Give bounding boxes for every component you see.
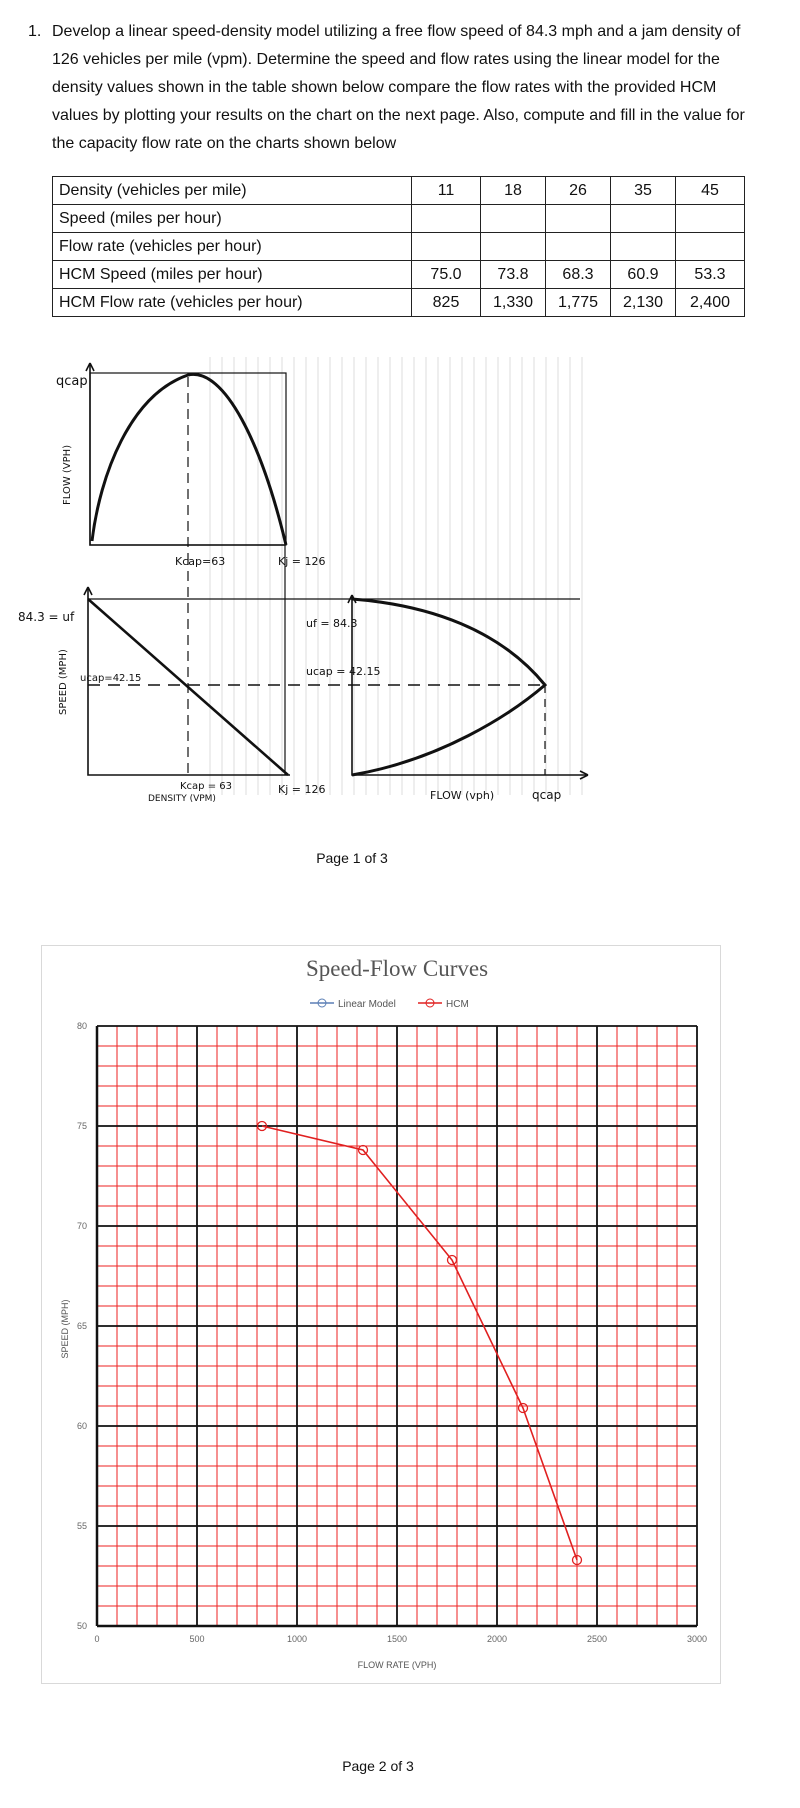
traffic-flow-sketch — [0, 355, 600, 815]
table-cell — [412, 205, 481, 233]
speed-axis-label: SPEED (MPH) — [58, 649, 69, 715]
qcap-top-label: qcap — [56, 374, 88, 389]
x-tick-label: 2000 — [486, 1634, 508, 1644]
y-tick-label: 75 — [76, 1121, 87, 1131]
legend-label: HCM — [446, 999, 469, 1010]
table-cell — [611, 233, 676, 261]
x-axis-title: FLOW RATE (VPH) — [357, 1660, 437, 1670]
kj-bottom-label: Kj = 126 — [278, 783, 326, 796]
speed-flow-chart-svg — [42, 946, 720, 1683]
y-tick-label: 55 — [76, 1521, 87, 1531]
kcap-bottom-label: Kcap = 63 — [180, 781, 232, 792]
x-tick-label: 0 — [94, 1634, 100, 1644]
y-tick-label: 50 — [76, 1621, 87, 1631]
table-row — [53, 177, 745, 205]
y-tick-label: 80 — [76, 1021, 87, 1031]
table-cell: 1,330 — [481, 289, 546, 317]
data-table — [52, 176, 745, 317]
uf-left-label: 84.3 = uf — [18, 610, 75, 624]
sketch-grid — [210, 357, 582, 795]
table-cell: 11 — [412, 177, 481, 205]
x-tick-label: 2500 — [586, 1634, 608, 1644]
x-tick-label: 1500 — [386, 1634, 408, 1644]
speed-flow-chart — [41, 945, 721, 1684]
table-cell: 60.9 — [611, 261, 676, 289]
kcap-top-label: Kcap=63 — [175, 555, 226, 568]
y-tick-label: 70 — [76, 1221, 87, 1231]
table-cell — [412, 233, 481, 261]
table-row — [53, 205, 745, 233]
table-cell: 75.0 — [412, 261, 481, 289]
table-cell: 26 — [546, 177, 611, 205]
table-cell: 35 — [611, 177, 676, 205]
legend-label: Linear Model — [338, 999, 396, 1010]
row-label: Flow rate (vehicles per hour) — [53, 233, 412, 261]
table-cell — [676, 205, 745, 233]
ucap-left-label: ucap=42.15 — [80, 673, 142, 684]
table-row — [53, 261, 745, 289]
flow-density-curve — [92, 374, 286, 545]
series-line-hcm — [262, 1126, 577, 1560]
table-cell: 18 — [481, 177, 546, 205]
problem-text: Develop a linear speed-density model utilizing a free flow speed of 84.3 mph and a jam density of 126 vehicles per mile (vpm). Determine the speed and flow rates using the linear model for the density values shown in the table shown below compare the flow rates with the provided HCM values by plotting your results on the chart on the next page. Also, compute and fill in the value for the capacity flow rate on the charts shown below — [52, 23, 745, 152]
y-tick-label: 60 — [76, 1421, 87, 1431]
flow-axis-bottom-label: FLOW (vph) — [430, 789, 495, 802]
table-cell: 2,130 — [611, 289, 676, 317]
table-cell — [546, 233, 611, 261]
row-label: Density (vehicles per mile) — [53, 177, 412, 205]
flow-axis-label: FLOW (VPH) — [62, 444, 73, 505]
page-number-2: Page 2 of 3 — [342, 1758, 414, 1774]
table-cell: 825 — [412, 289, 481, 317]
table-row — [53, 233, 745, 261]
y-axis-title: SPEED (MPH) — [60, 1299, 70, 1359]
problem-statement — [28, 18, 748, 158]
flow-density-axes — [90, 363, 285, 545]
table-cell — [676, 233, 745, 261]
table-cell — [611, 205, 676, 233]
page-number-1: Page 1 of 3 — [316, 850, 388, 866]
uf-right-label: uf = 84.3 — [306, 617, 358, 630]
table-cell — [546, 205, 611, 233]
table-cell: 2,400 — [676, 289, 745, 317]
speed-flow-curve — [352, 599, 545, 775]
chart-title: Speed-Flow Curves — [305, 956, 489, 981]
table-cell — [481, 233, 546, 261]
table-cell: 68.3 — [546, 261, 611, 289]
ucap-right-label: ucap = 42.15 — [306, 665, 381, 678]
table-cell: 1,775 — [546, 289, 611, 317]
x-tick-label: 500 — [189, 1634, 205, 1644]
qcap-right-label: qcap — [532, 788, 562, 802]
y-tick-label: 65 — [76, 1321, 87, 1331]
table-cell: 53.3 — [676, 261, 745, 289]
x-tick-label: 3000 — [686, 1634, 708, 1644]
row-label: HCM Flow rate (vehicles per hour) — [53, 289, 412, 317]
table-cell — [481, 205, 546, 233]
table-cell: 73.8 — [481, 261, 546, 289]
kj-top-label: Kj = 126 — [278, 555, 326, 568]
x-tick-label: 1000 — [286, 1634, 308, 1644]
table-cell: 45 — [676, 177, 745, 205]
problem-number: 1. — [28, 23, 42, 40]
row-label: HCM Speed (miles per hour) — [53, 261, 412, 289]
density-axis-label: DENSITY (VPM) — [148, 794, 216, 804]
row-label: Speed (miles per hour) — [53, 205, 412, 233]
table-row — [53, 289, 745, 317]
